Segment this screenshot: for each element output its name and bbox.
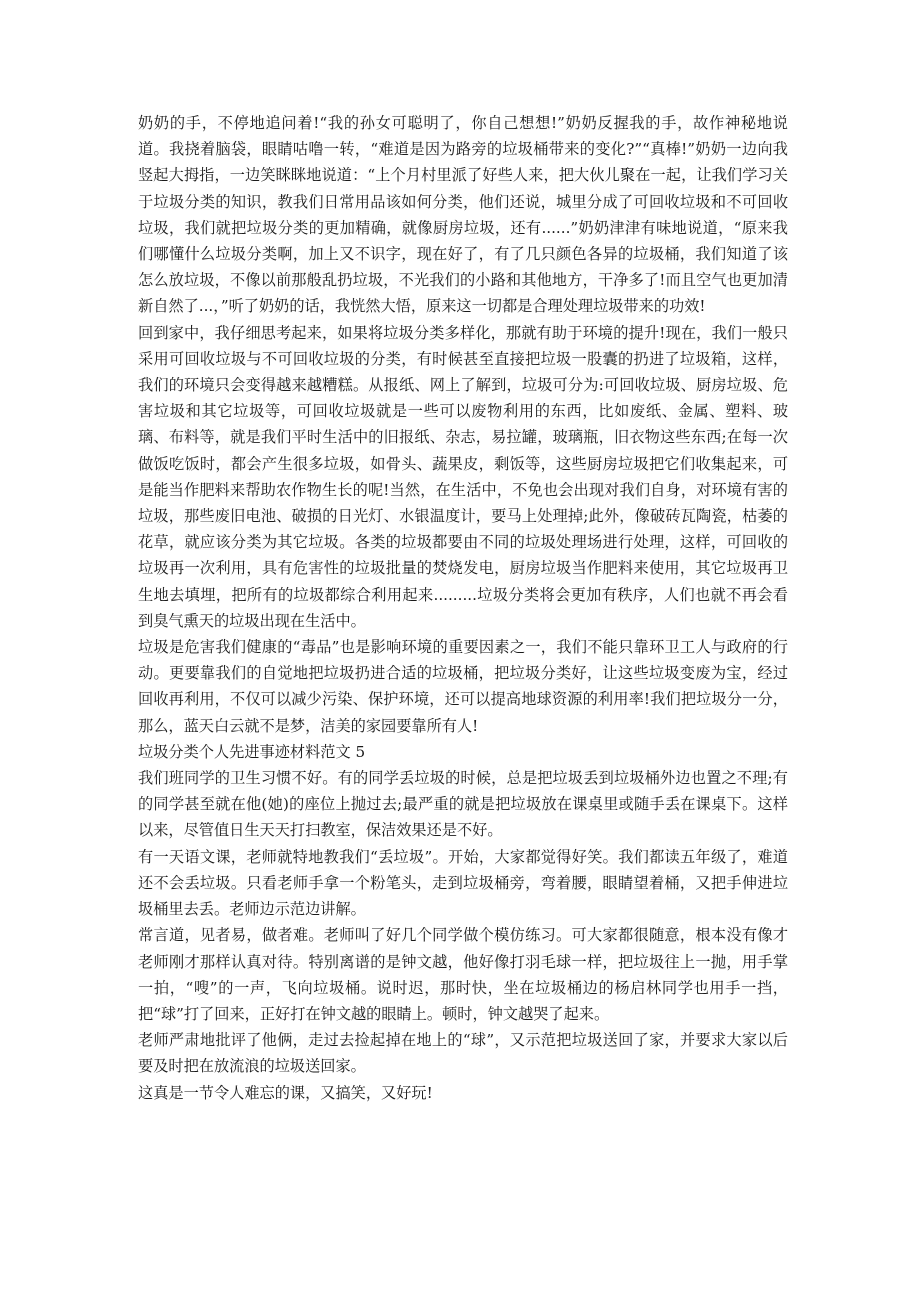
paragraph-grandma-dialogue: 奶奶的手，不停地追问着!“我的孙女可聪明了，你自己想想!”奶奶反握我的手，故作神秘地说道。我挠着脑袋，眼睛咕噜一转，“难道是因为路旁的垃圾桶带来的变化?”“真棒!”奶奶一边向我竖起大拇指，一边笑眯眯地说道：“上个月村里派了好些人来，把大伙儿聚在一起，让我们学习关于垃圾分类的知识，教我们日常用品该如何分类，他们还说，城里分成了可回收垃圾和不可回收垃圾，我们就把垃圾分类的更加精确，就像厨房垃圾，还有......”奶奶津津有味地说道，“原来我们哪懂什么垃圾分类啊，加上又不识字，现在好了，有了几只颜色各异的垃圾桶，我们知道了该怎么放垃圾，不像以前那般乱扔垃圾，不光我们的小路和其他地方，干净多了!而且空气也更加清新自然了...，”听了奶奶的话，我恍然大悟，原来这一切都是合理处理垃圾带来的功效! [138, 114, 788, 316]
paragraph-practice: 常言道，见者易，做者难。老师叫了好几个同学做个模仿练习。可大家都很随意，根本没有像才老师刚才那样认真对待。特别离谱的是钟文越，他好像打羽毛球一样，把垃圾往上一抛，用手掌一拍，“嗖”的一声，飞向垃圾桶。说时迟，那时快，坐在垃圾桶边的杨启林同学也用手一挡，把“球”打了回来，正好打在钟文越的眼睛上。顿时，钟文越哭了起来。 [138, 926, 788, 1023]
paragraph-chinese-lesson: 有一天语文课，老师就特地教我们“丢垃圾”。开始，大家都觉得好笑。我们都读五年级了，难道还不会丢垃圾。只看老师手拿一个粉笔头，走到垃圾桶旁，弯着腰，眼睛望着桶，又把手伸进垃圾桶里去丢。老师边示范边讲解。 [138, 847, 788, 919]
paragraph-home-reflection: 回到家中，我仔细思考起来，如果将垃圾分类多样化，那就有助于环境的提升!现在，我们一般只采用可回收垃圾与不可回收垃圾的分类，有时候甚至直接把垃圾一股囊的扔进了垃圾箱，这样，我们的环境只会变得越来越糟糕。从报纸、网上了解到，垃圾可分为:可回收垃圾、厨房垃圾、危害垃圾和其它垃圾等，可回收垃圾就是一些可以废物利用的东西，比如废纸、金属、塑料、玻璃、布料等，就是我们平时生活中的旧报纸、杂志，易拉罐，玻璃瓶，旧衣物这些东西;在每一次做饭吃饭时，都会产生很多垃圾，如骨头、蔬果皮，剩饭等，这些厨房垃圾把它们收集起来，可是能当作肥料来帮助农作物生长的呢!当然，在生活中，不免也会出现对我们自身，对环境有害的垃圾，那些废旧电池、破损的日光灯、水银温度计，要马上处理掉;此外，像破砖瓦陶瓷，枯萎的花草，就应该分类为其它垃圾。各类的垃圾都要由不同的垃圾处理场进行处理，这样，可回收的垃圾再一次利用，具有危害性的垃圾批量的焚烧发电，厨房垃圾当作肥料来使用，其它垃圾再卫生地去填埋，把所有的垃圾都综合利用起来.........垃圾分类将会更加有秩序，人们也就不再会看到臭气熏天的垃圾出现在生活中。 [138, 323, 788, 630]
document-body [138, 110, 788, 1106]
section-heading: 垃圾分类个人先进事迹材料范文 5 [138, 742, 366, 761]
paragraph-class-habits: 我们班同学的卫生习惯不好。有的同学丢垃圾的时候，总是把垃圾丢到垃圾桶外边也置之不理;有的同学甚至就在他(她)的座位上抛过去;最严重的就是把垃圾放在课桌里或随手丢在课桌下。这样以来，尽管值日生天天打扫教室，保洁效果还是不好。 [138, 769, 788, 840]
paragraph-teacher-criticism: 老师严肃地批评了他俩，走过去捡起掉在地上的“球”，又示范把垃圾送回了家，并要求大家以后要及时把在放流浪的垃圾送回家。 [138, 1031, 788, 1076]
paragraph-final: 这真是一节令人难忘的课，又搞笑，又好玩! [138, 1083, 433, 1102]
paragraph-conclusion: 垃圾是危害我们健康的“毒品”也是影响环境的重要因素之一，我们不能只靠环卫工人与政府的行动。更要靠我们的自觉地把垃圾扔进合适的垃圾桶，把垃圾分类好，让这些垃圾变废为宝，经过回收再利用，不仅可以减少污染、保护环境，还可以提高地球资源的利用率!我们把垃圾分一分，那么，蓝天白云就不是梦，洁美的家园要靠所有人! [138, 638, 788, 735]
